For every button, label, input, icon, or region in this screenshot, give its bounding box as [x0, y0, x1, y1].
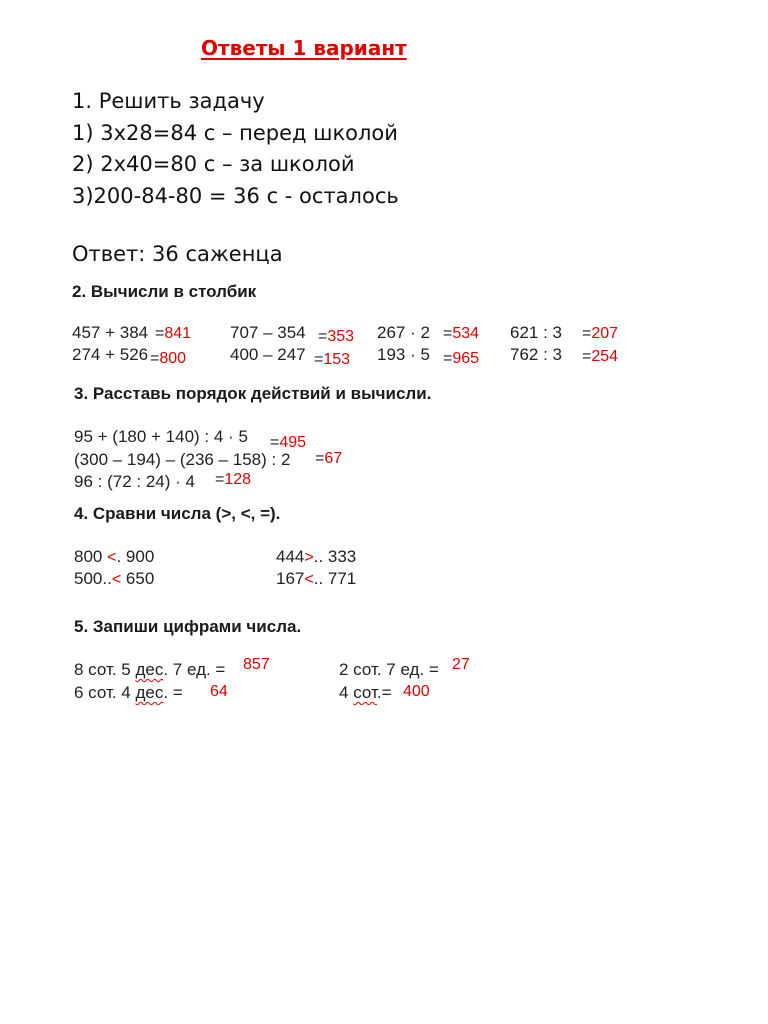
task4-left: 167 — [276, 569, 305, 588]
task2-answer: 353 — [327, 328, 355, 345]
task3-eq: =128 — [215, 471, 252, 488]
task3-eq: =67 — [315, 450, 343, 467]
task5-expr: . = — [163, 683, 183, 702]
task2-eq: =534 — [443, 325, 480, 342]
task1-answer: Ответ: 36 саженца — [72, 242, 283, 266]
task5-expr: . 7 ед. = — [163, 660, 226, 679]
task2-expr: 274 + 526 — [72, 345, 149, 364]
task4-item: 800 <. 900 — [74, 547, 155, 566]
task5-item — [74, 683, 183, 703]
task1-line: 3)200-84-80 = 36 с - осталось — [72, 183, 399, 208]
task2-answer: 965 — [452, 350, 480, 367]
task3-expr: 95 + (180 + 140) : 4 · 5 — [74, 427, 248, 446]
task3-eq: =495 — [270, 434, 307, 451]
task2-expr: 400 – 247 — [230, 345, 306, 364]
task2-eq: =254 — [582, 348, 619, 365]
task5-item — [74, 660, 225, 680]
task2-eq: =207 — [582, 325, 619, 342]
task2-eq: =153 — [314, 351, 351, 368]
page-title: Ответы 1 вариант — [201, 36, 407, 60]
task5-expr-underlined: дес — [135, 683, 164, 702]
task2-answer: 207 — [591, 325, 619, 342]
task4-left: 500 — [74, 569, 103, 588]
task4-sign: > — [304, 549, 314, 566]
task3-expr: 96 : (72 : 24) · 4 — [74, 472, 195, 491]
task2-answer: 800 — [159, 350, 187, 367]
task2-answer: 153 — [323, 351, 351, 368]
task4-heading: 4. Сравни числа (>, <, =). — [74, 504, 281, 523]
task2-heading: 2. Вычисли в столбик — [72, 282, 257, 301]
task4-right: 333 — [327, 547, 357, 566]
task4-sign: < — [304, 571, 314, 588]
task5-expr-underlined: сот — [353, 683, 377, 702]
task5-heading: 5. Запиши цифрами числа. — [74, 617, 302, 636]
task2-expr: 621 : 3 — [510, 323, 562, 342]
task3-answer: 128 — [224, 471, 252, 488]
task1-line: 1) 3х28=84 с – перед школой — [72, 120, 398, 145]
task4-right: 771 — [327, 569, 357, 588]
task3-answer: 67 — [324, 450, 343, 467]
task2-answer: 841 — [164, 325, 192, 342]
task5-expr-underlined: дес — [135, 660, 164, 679]
task4-left: 444 — [276, 547, 305, 566]
task2-expr: 193 · 5 — [377, 345, 430, 364]
task5-expr: 6 сот. 4 — [74, 683, 136, 702]
task5-item — [339, 683, 392, 703]
task5-expr: 8 сот. 5 — [74, 660, 136, 679]
task2-expr: 707 – 354 — [230, 323, 306, 342]
task3-answer: 495 — [279, 434, 307, 451]
task2-answer: 254 — [591, 348, 619, 365]
task4-right: 900 — [125, 547, 155, 566]
task2-answer: 534 — [452, 325, 480, 342]
task5-item — [339, 660, 439, 680]
task2-eq: =841 — [155, 325, 192, 342]
task4-item: 444>.. 333 — [276, 547, 357, 566]
task5-answer: 857 — [243, 656, 270, 673]
task5-answer: 64 — [210, 683, 228, 700]
task5-answer: 27 — [452, 656, 470, 673]
task4-sign: < — [107, 549, 117, 566]
task5-expr: .= — [376, 683, 392, 702]
task4-item: 167<.. 771 — [276, 569, 357, 588]
task4-sign: < — [111, 571, 122, 588]
task2-expr: 457 + 384 — [72, 323, 149, 342]
task4-left: 800 — [74, 547, 103, 566]
task2-expr: 267 · 2 — [377, 323, 430, 342]
task1-block — [72, 86, 399, 271]
task3-heading: 3. Расставь порядок действий и вычисли. — [74, 384, 432, 403]
task1-line: 2) 2х40=80 с – за школой — [72, 152, 355, 176]
task3-expr: (300 – 194) – (236 – 158) : 2 — [74, 450, 291, 469]
task2-eq: =353 — [318, 328, 355, 345]
task2-eq: =965 — [443, 350, 480, 367]
task2-expr: 762 : 3 — [510, 345, 562, 364]
task4-item: 500..< 650 — [74, 569, 155, 588]
task1-heading: 1. Решить задачу — [72, 89, 265, 113]
task5-answer: 400 — [403, 683, 430, 700]
task5-expr: 2 сот. 7 ед. = — [339, 660, 439, 679]
task4-right: 650 — [125, 569, 155, 588]
task5-expr: 4 — [339, 683, 354, 702]
task2-eq: =800 — [150, 350, 187, 367]
